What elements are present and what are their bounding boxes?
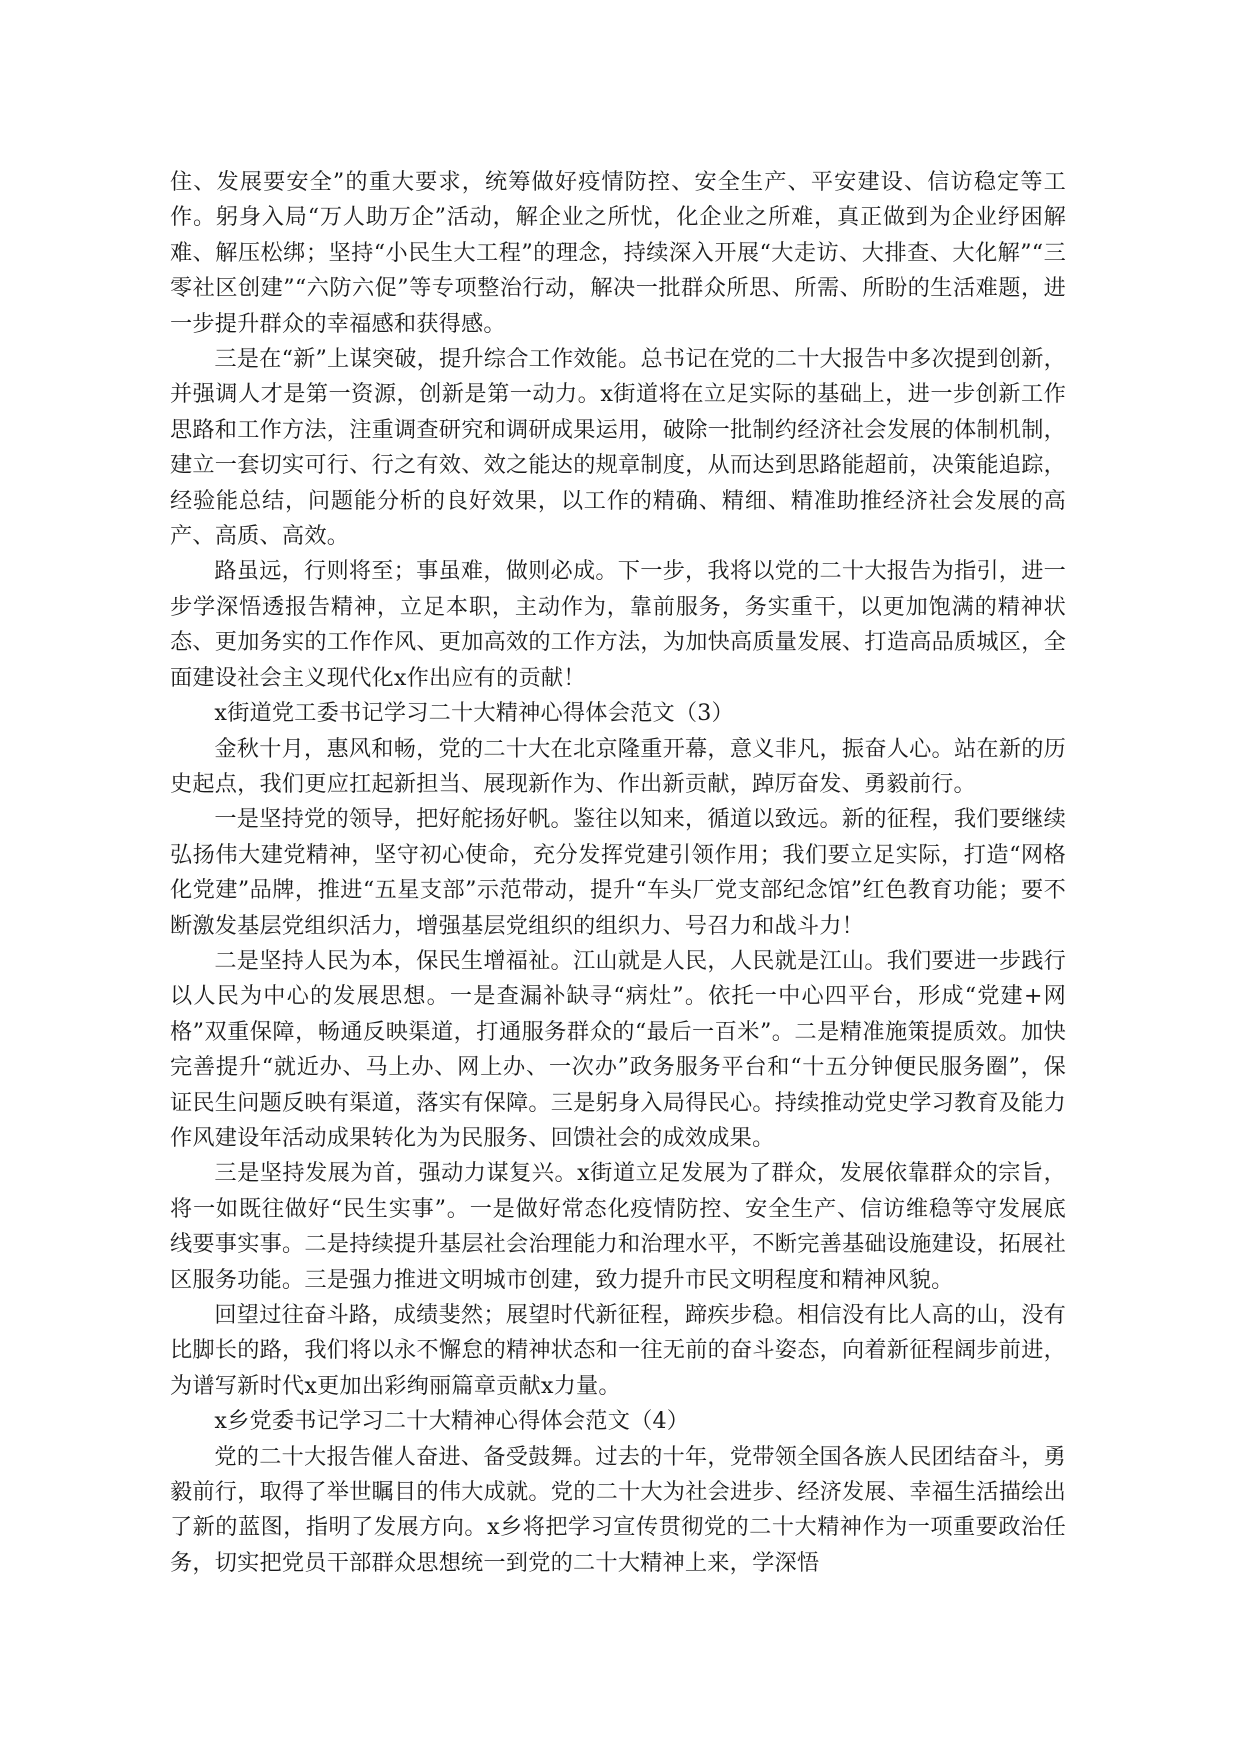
section-heading: x乡党委书记学习二十大精神心得体会范文（4）	[214, 1408, 690, 1435]
paragraph: 回望过往奋斗路，成绩斐然；展望时代新征程，蹄疾步稳。相信没有比人高的山，没有比脚长的路，我们将以永不懈怠的精神状态和一往无前的奋斗姿态，向着新征程阔步前进，为谱写新时代x更加出彩绚丽篇章贡献x力量。	[170, 1302, 1066, 1399]
paragraph: 三是坚持发展为首，强动力谋复兴。x街道立足发展为了群众，发展依靠群众的宗旨，将一如既往做好“民生实事”。一是做好常态化疫情防控、安全生产、信访维稳等守发展底线要事实事。二是持续提升基层社会治理能力和治理水平，不断完善基础设施建设，拓展社区服务功能。三是强力推进文明城市创建，致力提升市民文明程度和精神风貌。	[170, 1160, 1066, 1293]
paragraph: 一是坚持党的领导，把好舵扬好帆。鉴往以知来，循道以致远。新的征程，我们要继续弘扬伟大建党精神，坚守初心使命，充分发挥党建引领作用；我们要立足实际，打造“网格化党建”品牌，推进“五星支部”示范带动，提升“车头厂党支部纪念馆”红色教育功能；要不断激发基层党组织活力，增强基层党组织的组织力、号召力和战斗力！	[170, 806, 1066, 939]
paragraph: 金秋十月，惠风和畅，党的二十大在北京隆重开幕，意义非凡，振奋人心。站在新的历史起点，我们更应扛起新担当、展现新作为、作出新贡献，踔厉奋发、勇毅前行。	[170, 735, 1066, 797]
document-body	[170, 165, 1066, 1581]
section-heading: x街道党工委书记学习二十大精神心得体会范文（3）	[214, 700, 734, 727]
paragraph: 三是在“新”上谋突破，提升综合工作效能。总书记在党的二十大报告中多次提到创新，并强调人才是第一资源，创新是第一动力。x街道将在立足实际的基础上，进一步创新工作思路和工作方法，注重调查研究和调研成果运用，破除一批制约经济社会发展的体制机制，建立一套切实可行、行之有效、效之能达的规章制度，从而达到思路能超前，决策能追踪，经验能总结，问题能分析的良好效果，以工作的精确、精细、精准助推经济社会发展的高产、高质、高效。	[170, 346, 1066, 550]
paragraph: 二是坚持人民为本，保民生增福祉。江山就是人民，人民就是江山。我们要进一步践行以人民为中心的发展思想。一是查漏补缺寻“病灶”。依托一中心四平台，形成“党建+网格”双重保障，畅通反映渠道，打通服务群众的“最后一百米”。二是精准施策提质效。加快完善提升“就近办、马上办、网上办、一次办”政务服务平台和“十五分钟便民服务圈”，保证民生问题反映有渠道，落实有保障。三是躬身入局得民心。持续推动党史学习教育及能力作风建设年活动成果转化为为民服务、回馈社会的成效成果。	[170, 947, 1066, 1151]
paragraph: 住、发展要安全”的重大要求，统筹做好疫情防控、安全生产、平安建设、信访稳定等工作。躬身入局“万人助万企”活动，解企业之所忧，化企业之所难，真正做到为企业纾困解难、解压松绑；坚持“小民生大工程”的理念，持续深入开展“大走访、大排查、大化解”“三零社区创建”“六防六促”等专项整治行动，解决一批群众所思、所需、所盼的生活难题，进一步提升群众的幸福感和获得感。	[170, 169, 1066, 337]
paragraph: 党的二十大报告催人奋进、备受鼓舞。过去的十年，党带领全国各族人民团结奋斗，勇毅前行，取得了举世瞩目的伟大成就。党的二十大为社会进步、经济发展、幸福生活描绘出了新的蓝图，指明了发展方向。x乡将把学习宣传贯彻党的二十大精神作为一项重要政治任务，切实把党员干部群众思想统一到党的二十大精神上来，学深悟	[170, 1443, 1066, 1576]
paragraph: 路虽远，行则将至；事虽难，做则必成。下一步，我将以党的二十大报告为指引，进一步学深悟透报告精神，立足本职，主动作为，靠前服务，务实重干，以更加饱满的精神状态、更加务实的工作作风、更加高效的工作方法，为加快高质量发展、打造高品质城区，全面建设社会主义现代化x作出应有的贡献！	[170, 558, 1066, 691]
